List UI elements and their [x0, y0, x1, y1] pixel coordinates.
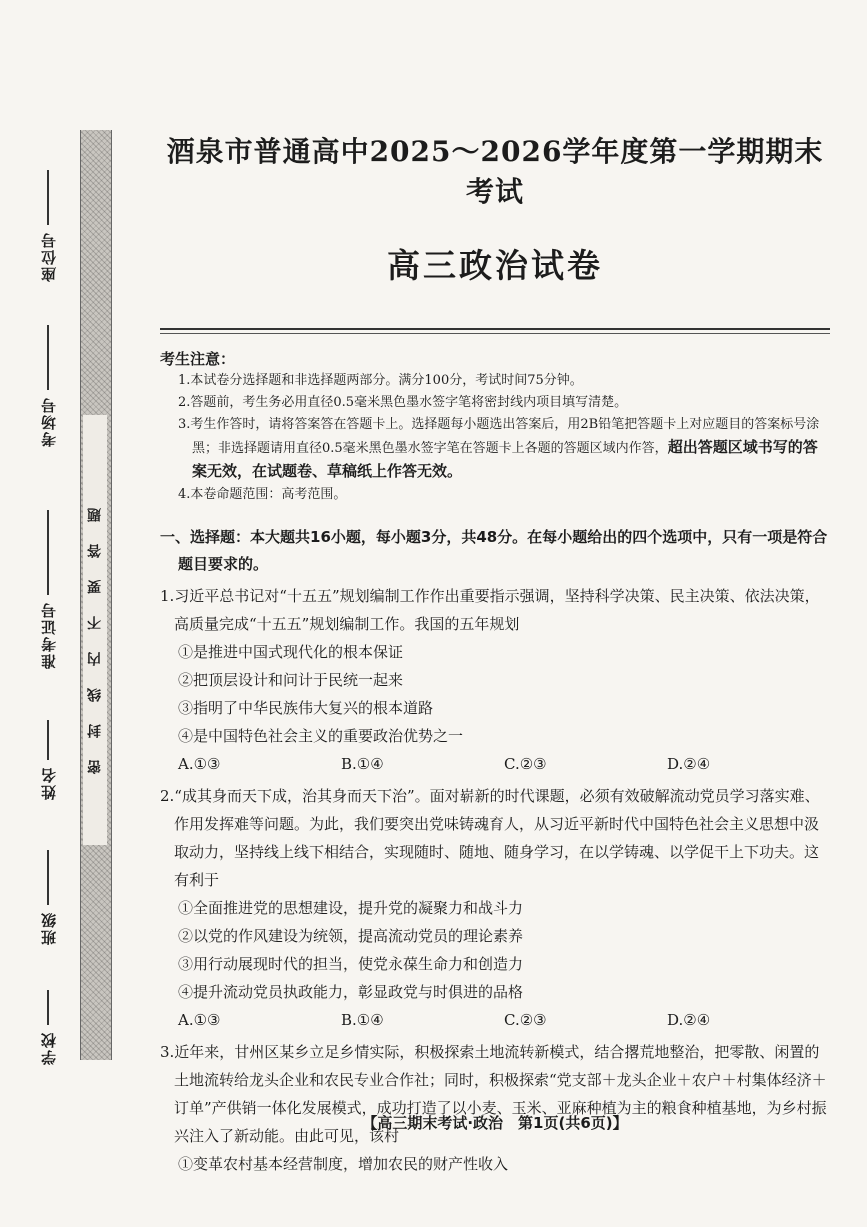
question-stem: 1.习近平总书记对“十五五”规划编制工作作出重要指示强调，坚持科学决策、民主决策、依法决策，高质量完成“十五五”规划编制工作。我国的五年规划 — [160, 587, 820, 633]
class-label: 班级 — [39, 911, 58, 945]
statement-option: ①变革农村基本经营制度，增加农民的财产性收入 — [178, 1155, 509, 1173]
exam-room-label: 考场号 — [39, 396, 58, 447]
answer-choices — [160, 1006, 830, 1034]
choice-a: A.①③ — [178, 1011, 221, 1029]
seal-warning-text: 密封线内不要答题 — [87, 486, 103, 774]
notice-emphasis: 超出答题区域书写的答案无效，在试题卷、草稿纸上作答无效。 — [192, 438, 818, 480]
choice-d: D.②④ — [667, 755, 711, 773]
seat-number-label: 座位号 — [39, 231, 58, 282]
choice-a: A.①③ — [178, 755, 221, 773]
choice-b: B.①④ — [341, 755, 384, 773]
class-field — [18, 850, 78, 945]
header-rule-thin — [160, 333, 830, 334]
notice-item-text: 3.考生作答时，请将答案答在答题卡上。选择题每小题选出答案后，用2B铅笔把答题卡上对应题目的答案标号涂黑；非选择题请用直径0.5毫米黑色墨水签字笔在答题卡上各题的答题区域内作答， — [178, 417, 820, 456]
statement-option: ②以党的作风建设为统领，提高流动党员的理论素养 — [178, 927, 524, 945]
candidate-info-fields — [18, 130, 78, 1070]
admission-number-blank — [47, 510, 49, 595]
question-3 — [160, 1038, 830, 1178]
school-label: 学校 — [39, 1031, 58, 1065]
choice-b: B.①④ — [341, 1011, 384, 1029]
notice-item: 1.本试卷分选择题和非选择题两部分。满分100分，考试时间75分钟。 — [178, 373, 583, 388]
choice-c: C.②③ — [504, 755, 547, 773]
statement-option: ④提升流动党员执政能力，彰显政党与时俱进的品格 — [178, 983, 524, 1001]
school-field — [18, 990, 78, 1065]
exam-room-blank — [47, 325, 49, 390]
page-footer: 【高三期末考试·政治 第1页(共6页)】 — [362, 1114, 628, 1132]
question-stem: 3.近年来，甘州区某乡立足乡情实际，积极探索土地流转新模式，结合撂荒地整治，把零散、闲置的土地流转给龙头企业和农民专业合作社；同时，积极探索“党支部＋龙头企业＋农户＋村集体经济＋订单”产供销一体化发展模式，成功打造了以小麦、玉米、亚麻种植为主的粮食种植基地，为乡村振兴注入了新动能。由此可见，该村 — [160, 1043, 827, 1145]
exam-page — [160, 132, 830, 1178]
question-2 — [160, 782, 830, 1034]
question-1 — [160, 582, 830, 778]
notice-heading: 考生注意： — [160, 350, 236, 368]
statement-option: ③用行动展现时代的担当，使党永葆生命力和创造力 — [178, 955, 524, 973]
seat-number-field — [18, 170, 78, 282]
statement-option: ①是推进中国式现代化的根本保证 — [178, 643, 404, 661]
notice-item: 2.答题前，考生务必用直径0.5毫米黑色墨水签字笔将密封线内项目填写清楚。 — [178, 395, 628, 410]
paper-subtitle: 高三政治试卷 — [387, 246, 603, 285]
answer-choices — [160, 750, 830, 778]
seat-number-blank — [47, 170, 49, 225]
statement-option: ①全面推进党的思想建设，提升党的凝聚力和战斗力 — [178, 899, 524, 917]
statement-option: ③指明了中华民族伟大复兴的根本道路 — [178, 699, 434, 717]
notice-item: 4.本卷命题范围：高考范围。 — [178, 487, 347, 502]
school-blank — [47, 990, 49, 1025]
statement-option: ④是中国特色社会主义的重要政治优势之一 — [178, 727, 464, 745]
choice-c: C.②③ — [504, 1011, 547, 1029]
class-blank — [47, 850, 49, 905]
name-field — [18, 720, 78, 800]
candidate-notice — [160, 348, 830, 506]
choice-d: D.②④ — [667, 1011, 711, 1029]
exam-title: 酒泉市普通高中2025～2026学年度第一学期期末考试 — [166, 135, 824, 208]
seal-warning — [83, 415, 107, 845]
statement-option: ②把顶层设计和问计于民统一起来 — [178, 671, 404, 689]
name-label: 姓名 — [39, 766, 58, 800]
notice-item — [160, 414, 830, 484]
admission-number-field — [18, 510, 78, 669]
exam-room-field — [18, 325, 78, 447]
question-stem: 2.“成其身而天下成，治其身而天下治”。面对崭新的时代课题，必须有效破解流动党员学习落实难、作用发挥难等问题。为此，我们要突出党味铸魂育人，从习近平新时代中国特色社会主义思想中汲取动力，坚持线上线下相结合，实现随时、随地、随身学习，在以学铸魂、以学促干上下功夫。这有利于 — [160, 787, 820, 889]
binding-margin — [0, 0, 120, 1227]
section-heading: 一、选择题：本大题共16小题，每小题3分，共48分。在每小题给出的四个选项中，只有一项是符合题目要求的。 — [160, 528, 828, 573]
name-blank — [47, 720, 49, 760]
header-rule — [160, 328, 830, 330]
admission-number-label: 准考证号 — [39, 601, 58, 669]
